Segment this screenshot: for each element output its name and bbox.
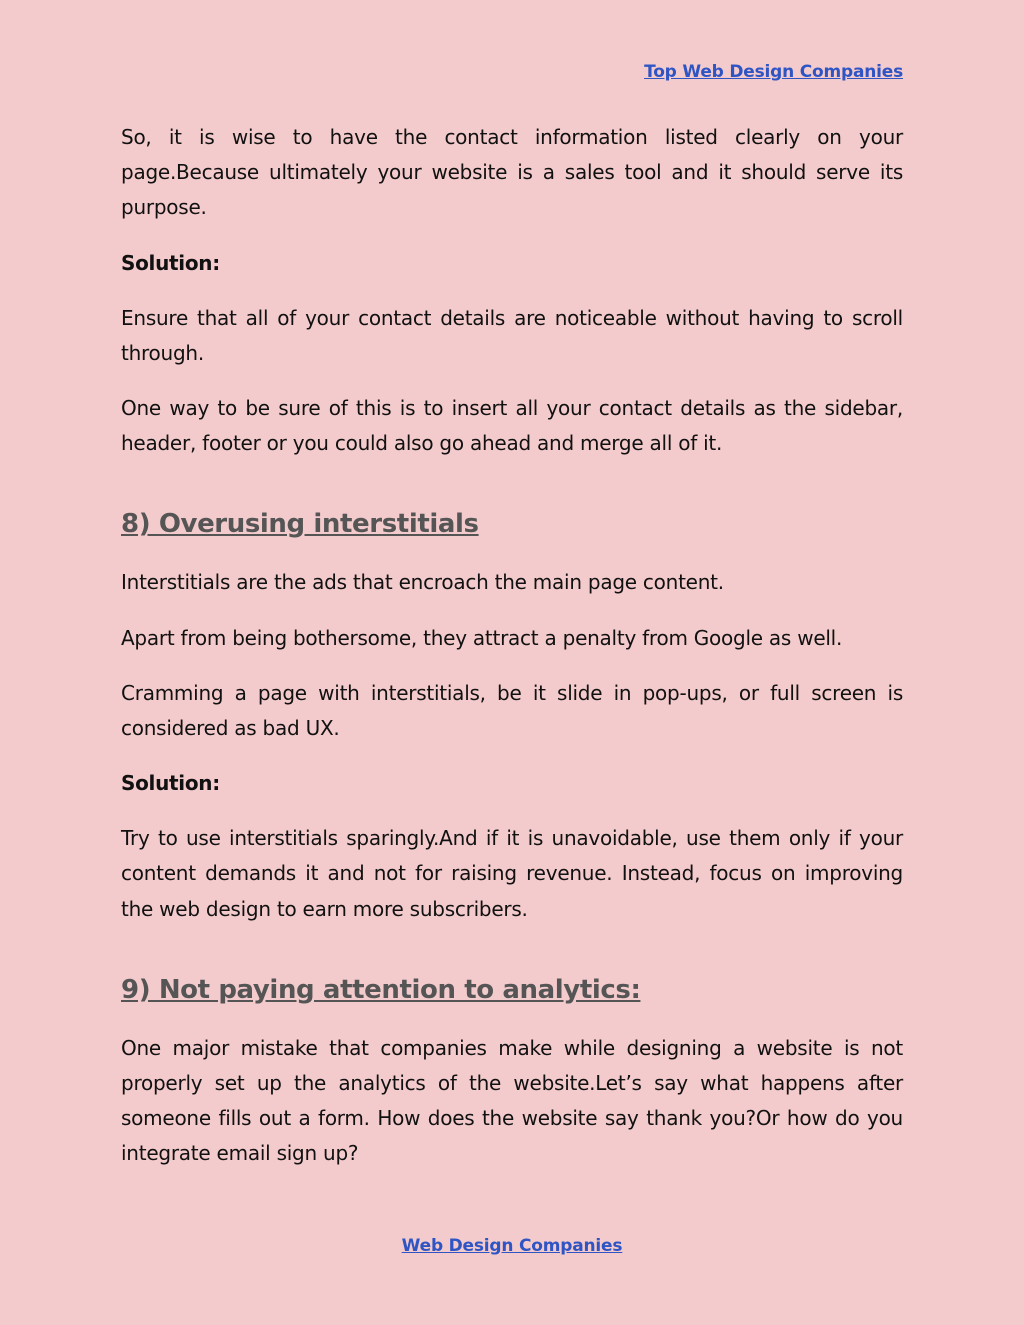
section-heading-interstitials: 8) Overusing interstitials [121, 509, 479, 540]
paragraph-use-sparingly: Try to use interstitials sparingly.And if it is unavoidable, use them only if your content demands it and not for raising revenue. Instead, focus on improving the web design to earn more subscribers. [121, 826, 903, 921]
paragraph-interstitials-definition: Interstitials are the ads that encroach the main page content. [121, 570, 724, 595]
section-heading-analytics: 9) Not paying attention to analytics: [121, 974, 641, 1005]
footer-link-web-design-companies[interactable]: Web Design Companies [401, 1236, 623, 1256]
paragraph-google-penalty: Apart from being bothersome, they attract a penalty from Google as well. [121, 625, 843, 650]
solution-label: Solution: [121, 771, 220, 796]
paragraph-contact-info: So, it is wise to have the contact information listed clearly on your page.Because ultimately your website is a sales tool and it should serve its purpose. [121, 125, 903, 220]
paragraph-bad-ux: Cramming a page with interstitials, be it slide in pop-ups, or full screen is considered as bad UX. [121, 680, 903, 741]
document-body [121, 120, 903, 1172]
paragraph-analytics-mistake: One major mistake that companies make while designing a website is not properly set up the analytics of the website.Let’s say what happens after someone fills out a form. How does the website say thank you?Or how do you integrate email sign up? [121, 1035, 903, 1166]
footer [0, 1236, 1024, 1256]
paragraph-contact-details: Ensure that all of your contact details are noticeable without having to scroll through. [121, 305, 903, 365]
header-link-top-web-design-companies[interactable]: Top Web Design Companies [644, 62, 903, 82]
paragraph-insert-contact: One way to be sure of this is to insert all your contact details as the sidebar, header, footer or you could also go ahead and merge all of it. [121, 396, 903, 456]
solution-label: Solution: [121, 250, 220, 275]
